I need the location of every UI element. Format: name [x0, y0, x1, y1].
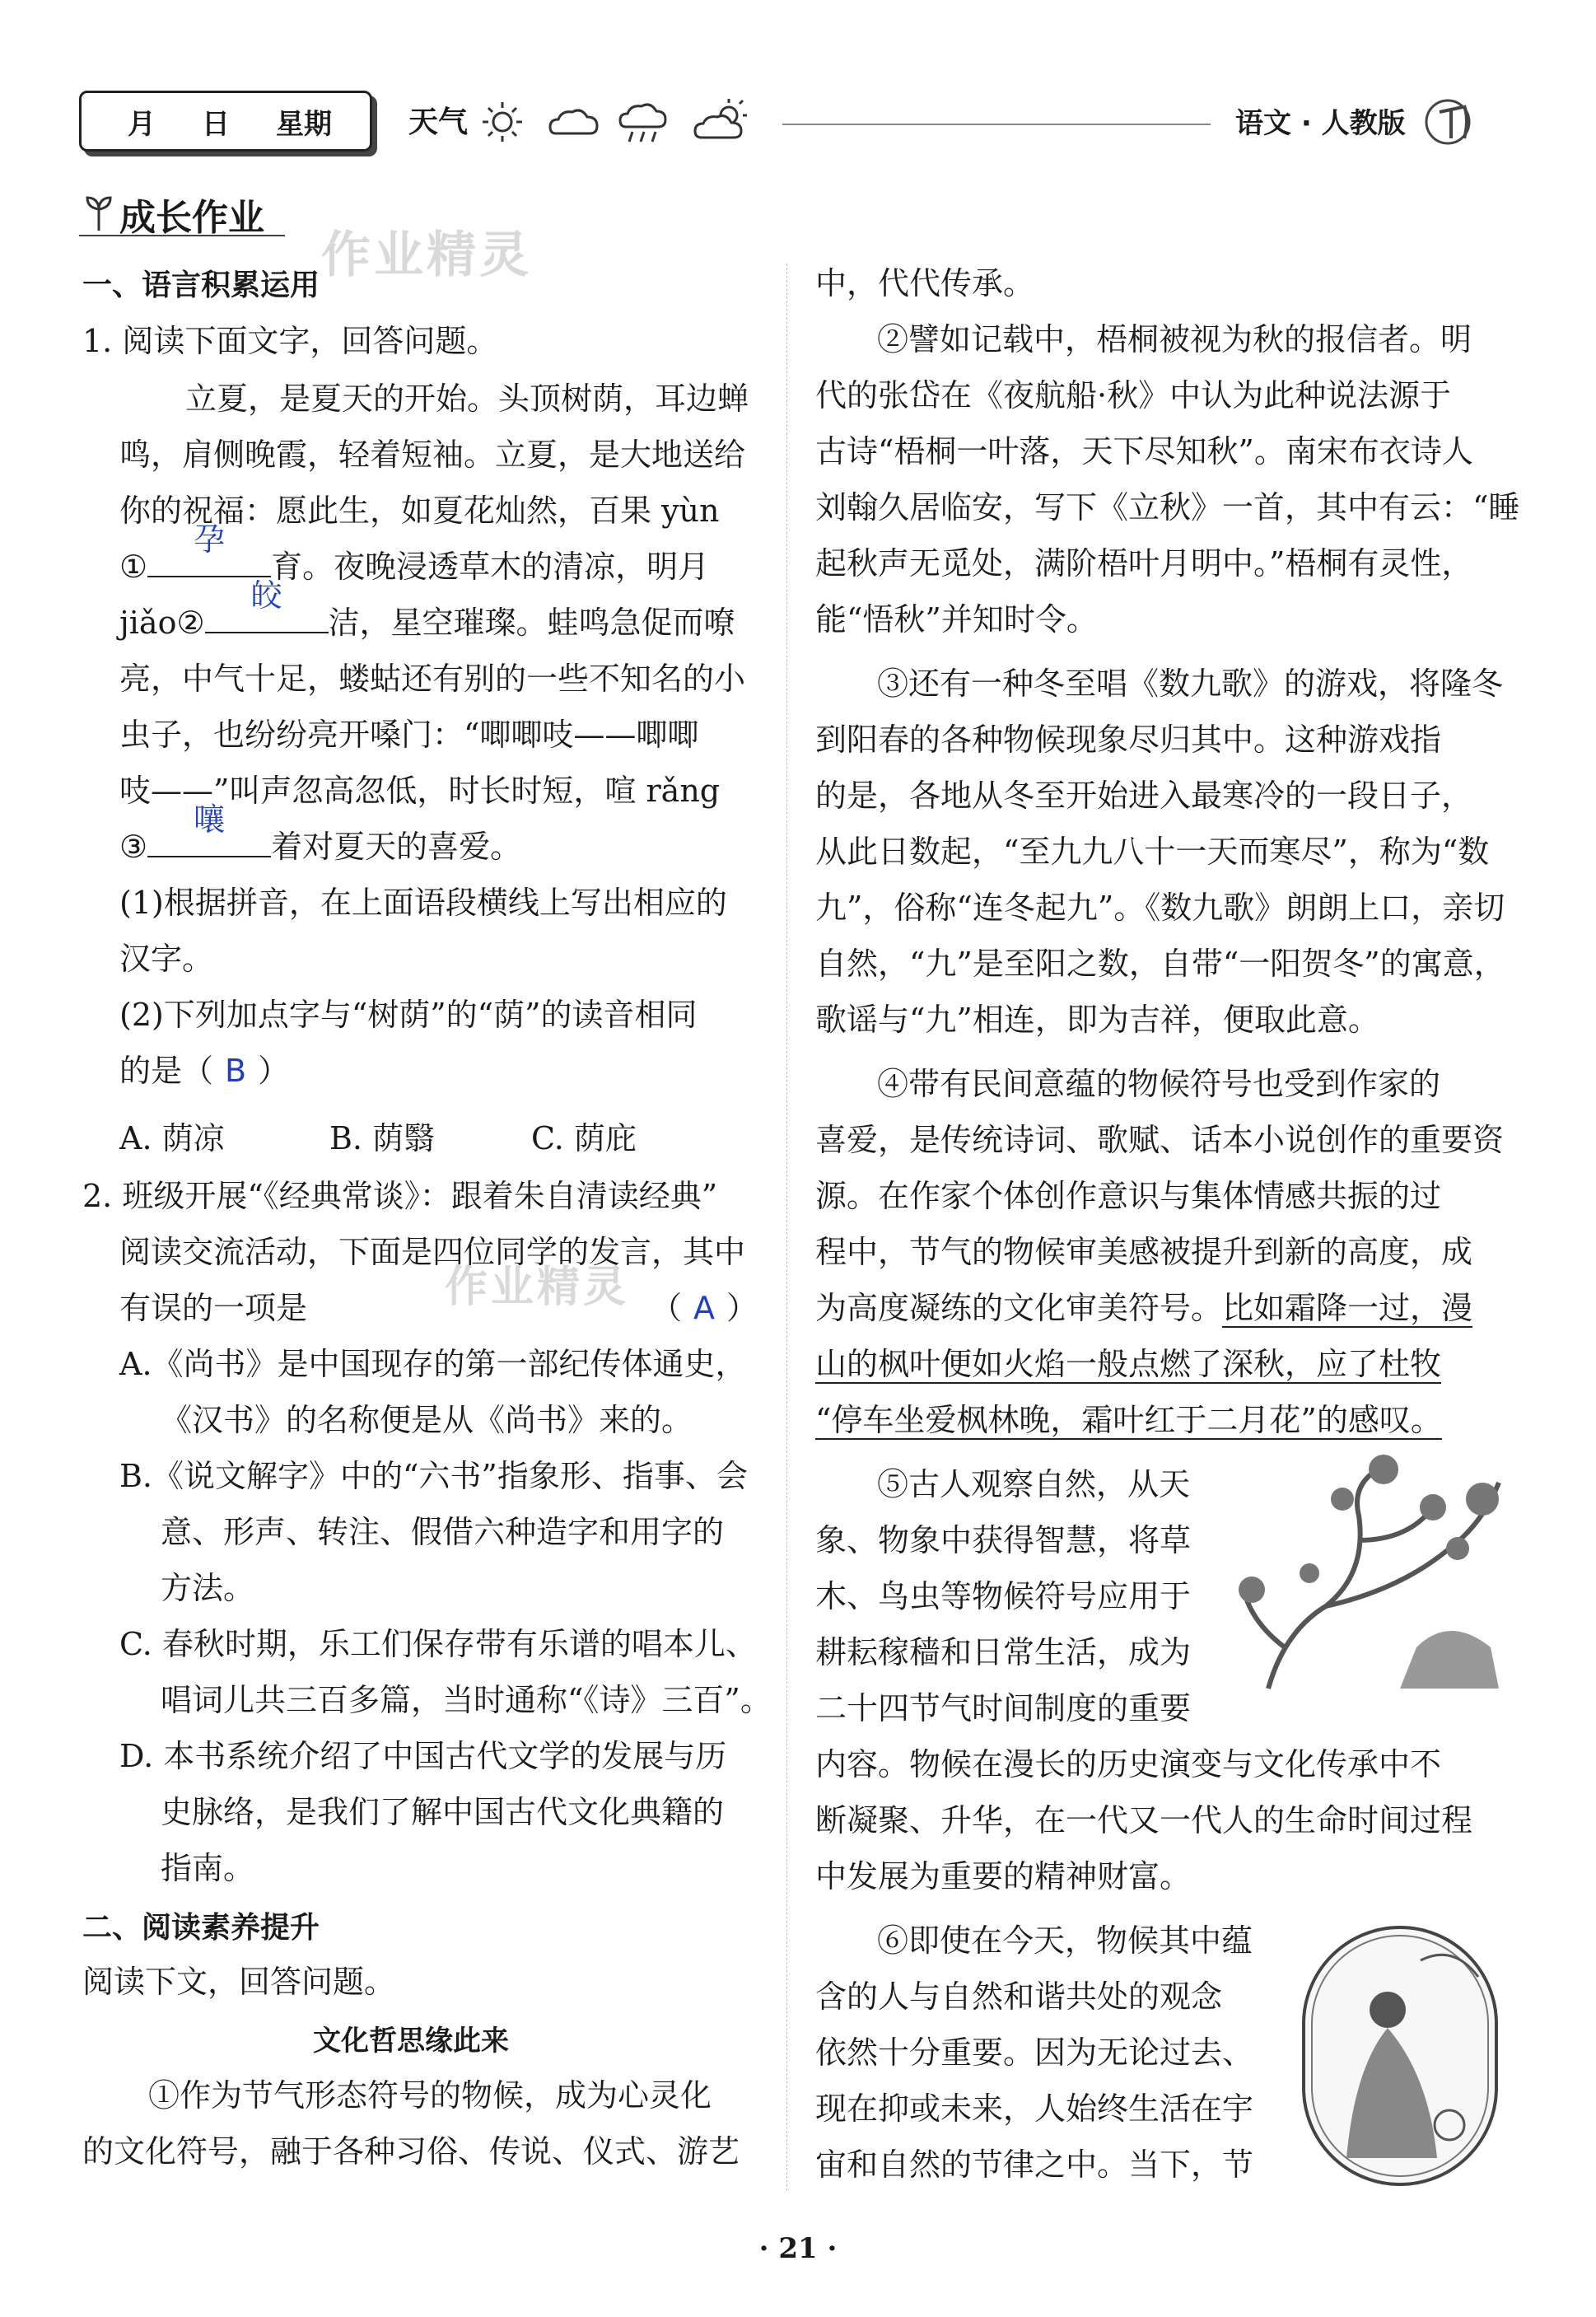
cloud-icon: [550, 110, 597, 133]
blank2-field[interactable]: [205, 577, 329, 633]
blank3-answer: 嚷: [194, 801, 226, 838]
q2-option-d[interactable]: D. 本书系统介绍了中国古代文学的发展与历: [119, 1738, 727, 1774]
q2-option-c: 唱词儿共三百多篇，当时通称“《诗》三百”。: [161, 1682, 772, 1718]
section-title: 成长作业: [119, 197, 264, 239]
article-p4: ④带有民间意蕴的物候符号也受到作家的: [877, 1066, 1441, 1102]
blank3-field[interactable]: [147, 801, 271, 857]
article-p6: 依然十分重要。因为无论过去、: [815, 2034, 1254, 2071]
sun-icon: [483, 102, 522, 142]
header-rule: [782, 124, 1211, 125]
q2-option-d: 史脉络，是我们了解中国古代文化典籍的: [161, 1794, 725, 1830]
article-p4: 喜爱，是传统诗词、歌赋、话本小说创作的重要资: [815, 1122, 1505, 1158]
day-label: 日: [202, 107, 230, 141]
article-p5: 象、物象中获得智慧，将草: [815, 1522, 1192, 1558]
article-p4-mixed: 为高度凝练的文化审美符号。比如霜降一过，漫: [815, 1290, 1473, 1326]
part2-heading: 二、阅读素养提升: [82, 1911, 320, 1945]
q2-option-b: 意、形声、转注、假借六种造字和用字的: [161, 1514, 725, 1550]
article-p6: 含的人与自然和谐共处的观念: [815, 1978, 1223, 2015]
article-p3: 歌谣与“九”相连，即为吉祥，便取此意。: [815, 1002, 1379, 1038]
q2-option-a[interactable]: A.《尚书》是中国现存的第一部纪传体通史，: [119, 1346, 747, 1382]
partly-sunny-icon: [695, 99, 747, 138]
article-p2: ②譬如记载中，梧桐被视为秋的报信者。明: [877, 321, 1472, 357]
month-label: 月: [128, 107, 156, 141]
page-number: · 21 ·: [758, 2232, 838, 2265]
article-p6: 宙和自然的节律之中。当下，节: [815, 2146, 1254, 2183]
blank1-number: ①: [119, 549, 148, 585]
article-p6: ⑥即使在今天，物候其中蕴: [877, 1922, 1253, 1959]
article-p5: ⑤古人观察自然，从天: [877, 1466, 1191, 1502]
lady-illustration: [1297, 1911, 1503, 2191]
q2-option-c[interactable]: C. 春秋时期，乐工们保存带有乐谱的唱本儿、: [119, 1626, 757, 1662]
q1-sub1: (1)根据拼音，在上面语段横线上写出相应的: [119, 885, 727, 921]
blank2-answer: 皎: [250, 577, 282, 614]
article-p3: 到阳春的各种物候现象尽归其中。这种游戏指: [815, 722, 1442, 758]
article-p2: 刘翰久居临安，写下《立秋》一首，其中有云：“睡: [815, 489, 1520, 526]
q2-answer[interactable]: A: [693, 1290, 716, 1326]
article-p5: 断凝聚、升华，在一代又一代人的生命时间过程: [815, 1802, 1473, 1838]
q1-para-line: 鸣，肩侧晚霞，轻着短袖。立夏，是大地送给: [119, 437, 746, 473]
q2-answer-line: （ A ）: [651, 1290, 758, 1326]
read-prompt: 阅读下文，回答问题。: [82, 1964, 396, 2000]
part1-heading: 一、语言积累运用: [82, 269, 320, 302]
article-title: 文化哲思缘此来: [313, 2025, 509, 2058]
article-p2: 古诗“梧桐一叶落，天下尽知秋”。南宋布衣诗人: [815, 433, 1473, 469]
blank2-prefix: jiǎo②: [119, 605, 205, 641]
q2-option-d: 指南。: [161, 1850, 255, 1886]
q1-para-line-blank1: ① 孕 育。夜晚浸透草木的清凉，明月: [119, 539, 709, 595]
article-p5: 耕耘稼穑和日常生活，成为: [815, 1634, 1192, 1670]
q1-option[interactable]: C. 荫庇: [531, 1120, 637, 1156]
q1-para-line: 亮，中气十足，蝼蛄还有别的一些不知名的小: [119, 661, 746, 697]
q2-stem: 阅读交流活动，下面是四位同学的发言，其中: [119, 1234, 746, 1270]
q1-stem: 1. 阅读下面文字，回答问题。: [82, 323, 498, 359]
p4-underlined: “停车坐爱枫林晚，霜叶红于二月花”的感叹。: [815, 1402, 1442, 1438]
q1-option[interactable]: B. 荫翳: [329, 1120, 436, 1156]
q1-para-line: 吱——”叫声忽高忽低，时长时短，喧 rǎng: [119, 773, 721, 809]
weekday-label: 星期: [276, 107, 332, 141]
q1-sub1: 汉字。: [119, 941, 214, 977]
article-p5: 木、鸟虫等物候符号应用于: [815, 1578, 1192, 1614]
q2-option-b[interactable]: B.《说文解字》中的“六书”指象形、指事、会: [119, 1458, 748, 1494]
q1-para-line: 你的祝福：愿此生，如夏花灿然，百果 yùn: [119, 493, 720, 529]
q1-para-line: 虫子，也纷纷亮开嗓门：“唧唧吱——唧唧: [119, 717, 699, 753]
article-p4: 程中，节气的物候审美感被提升到新的高度，成: [815, 1234, 1473, 1270]
p4-underlined: 山的枫叶便如火焰一般点燃了深秋，应了杜牧: [815, 1346, 1442, 1382]
watermark-top: 作业精灵: [321, 227, 532, 284]
article-p3: 九”，俗称“连冬起九”。《数九歌》朗朗上口，亲切: [815, 890, 1505, 926]
q2-option-b: 方法。: [161, 1570, 255, 1606]
sprout-icon: [82, 191, 115, 232]
article-p4: 源。在作家个体创作意识与集体情感共振的过: [815, 1178, 1442, 1214]
q1-sub2-answer-line: 的是（ B ）: [119, 1053, 290, 1089]
article-p6: 现在抑或未来，人始终生活在宇: [815, 2090, 1254, 2127]
q1-sub2-answer[interactable]: B: [225, 1053, 247, 1089]
weather-icons: [478, 92, 774, 150]
column-divider: [786, 264, 787, 2191]
article-p3: 自然，“九”是至阳之数，自带“一阳贺冬”的寓意，: [815, 946, 1505, 982]
article-p1: ①作为节气形态符号的物候，成为心灵化: [148, 2077, 712, 2114]
q2-option-a: 《汉书》的名称便是从《尚书》来的。: [161, 1402, 693, 1438]
article-p5: 二十四节气时间制度的重要: [815, 1690, 1192, 1726]
q2-stem: 2. 班级开展“《经典常谈》：跟着朱自清读经典”: [82, 1178, 718, 1214]
q1-option[interactable]: A. 荫凉: [119, 1120, 225, 1156]
p4-underlined: 比如霜降一过，漫: [1222, 1290, 1473, 1326]
article-p3: 的是，各地从冬至开始进入最寒冷的一段日子，: [815, 778, 1473, 814]
rain-icon: [620, 105, 665, 142]
q1-sub2: (2)下列加点字与“树荫”的“荫”的读音相同: [119, 997, 698, 1033]
title-underline: [79, 235, 285, 236]
weather-label: 天气: [408, 105, 469, 139]
q2-stem: 有误的一项是: [119, 1290, 308, 1326]
article-p1: 的文化符号，融于各种习俗、传说、仪式、游艺: [82, 2133, 740, 2170]
q1-para-line-blank2: jiǎo② 皎 洁，星空璀璨。蛙鸣急促而嘹: [119, 595, 735, 651]
watermark-mid: 作业精灵: [445, 1263, 630, 1312]
article-p2: 能“悟秋”并知时令。: [815, 601, 1098, 638]
date-box: [79, 91, 372, 152]
blank3-number: ③: [119, 829, 148, 865]
article-p3: 从此日数起，“至九九八十一天而寒尽”，称为“数: [815, 834, 1490, 870]
article-p5: 中发展为重要的精神财富。: [815, 1858, 1192, 1894]
q1-para-line: 立夏，是夏天的开始。头顶树荫，耳边蝉: [185, 381, 749, 417]
article-p2: 起秋声无觅处，满阶梧叶月明中。”梧桐有灵性，: [815, 545, 1473, 582]
logo-icon: [1423, 87, 1489, 153]
article-p3: ③还有一种冬至唱《数九歌》的游戏，将隆冬: [877, 666, 1504, 702]
blank1-answer: 孕: [194, 521, 226, 558]
article-p5: 内容。物候在漫长的历史演变与文化传承中不: [815, 1746, 1442, 1782]
tree-illustration: [1235, 1450, 1507, 1697]
article-p1-end: 中，代代传承。: [815, 265, 1035, 301]
q1-para-line-blank3: ③ 嚷 着对夏天的喜爱。: [119, 819, 521, 875]
subject-label: 语文 · 人教版: [1235, 107, 1406, 140]
article-p2: 代的张岱在《夜航船·秋》中认为此种说法源于: [815, 377, 1452, 413]
